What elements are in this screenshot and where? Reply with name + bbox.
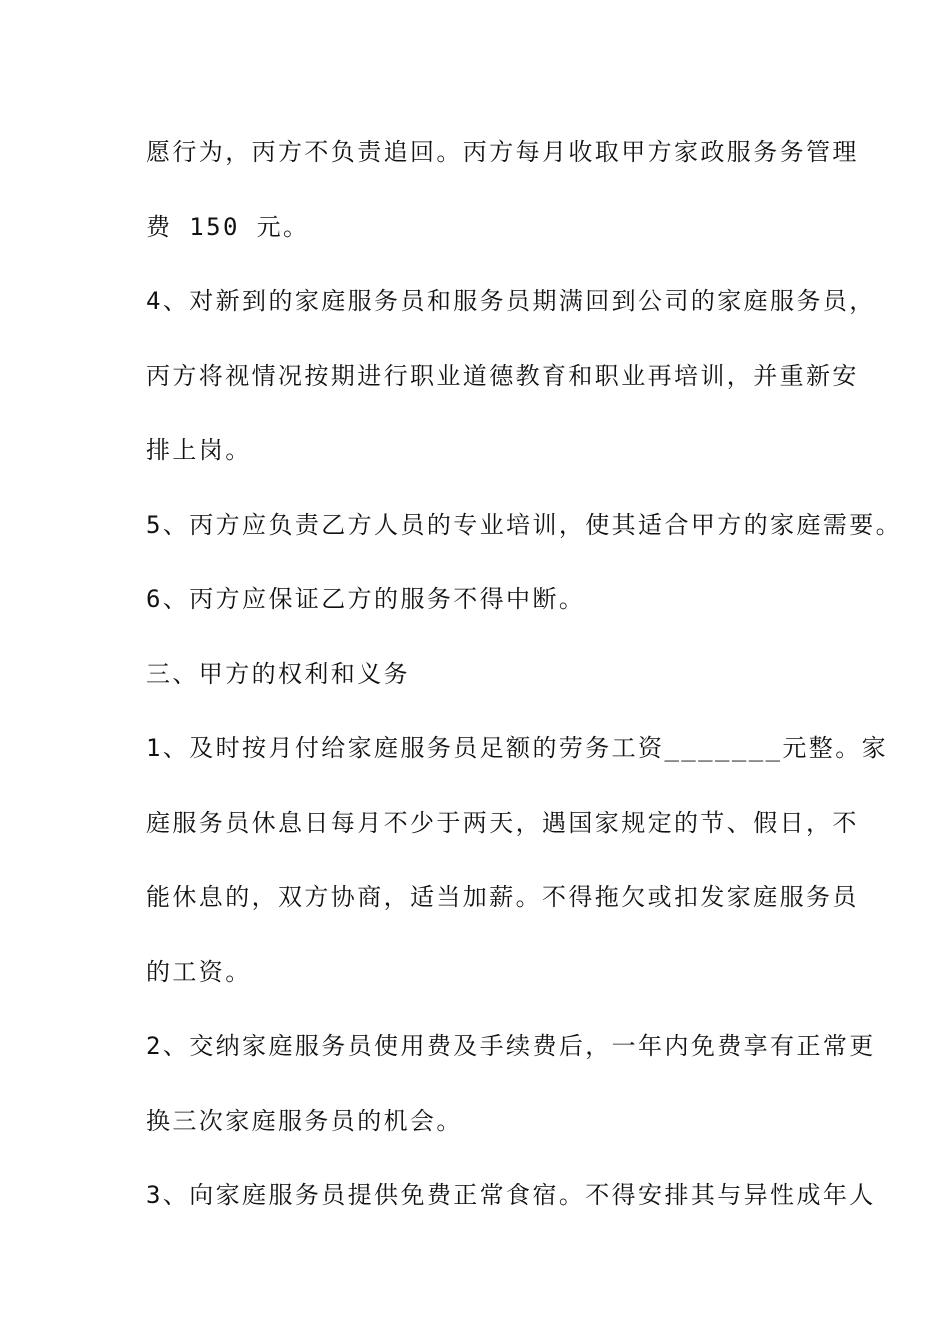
text-line: 5、丙方应负责乙方人员的专业培训，使其适合甲方的家庭需要。: [146, 511, 903, 539]
text-line: 3、向家庭服务员提供免费正常食宿。不得安排其与异性成年人: [146, 1181, 876, 1209]
text-line: 4、对新到的家庭服务员和服务员期满回到公司的家庭服务员，: [146, 287, 876, 315]
text-line: 2、交纳家庭服务员使用费及手续费后，一年内免费享有正常更: [146, 1032, 876, 1060]
text-line: 费 150 元。: [146, 213, 310, 241]
text-line: 愿行为，丙方不负责追回。丙方每月收取甲方家政服务务管理: [146, 138, 859, 166]
text-line: 1、及时按月付给家庭服务员足额的劳务工资_______元整。家: [146, 734, 888, 762]
section-heading: 三、甲方的权利和义务: [146, 660, 410, 688]
text-line: 换三次家庭服务员的机会。: [146, 1107, 463, 1135]
text-line: 的工资。: [146, 958, 252, 986]
text-line: 庭服务员休息日每月不少于两天，遇国家规定的节、假日，不: [146, 809, 859, 837]
text-line: 能休息的，双方协商，适当加薪。不得拖欠或扣发家庭服务员: [146, 883, 859, 911]
text-line: 丙方将视情况按期进行职业道德教育和职业再培训，并重新安: [146, 362, 859, 390]
text-line: 6、丙方应保证乙方的服务不得中断。: [146, 585, 586, 613]
text-line: 排上岗。: [146, 436, 252, 464]
